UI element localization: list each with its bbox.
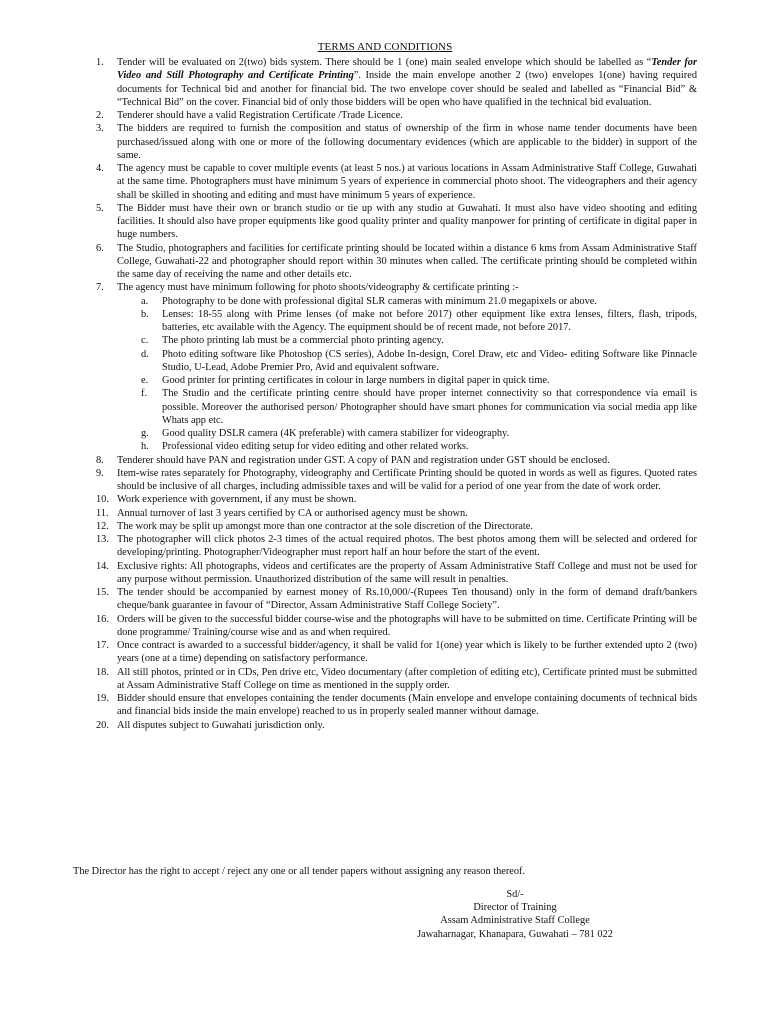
- term-item: [0, 613, 770, 640]
- requirement-subitem: [0, 374, 770, 387]
- term-item: [0, 560, 770, 587]
- term-item: [0, 109, 770, 122]
- subitem-text: Photography to be done with professional digital SLR cameras with minimum 21.0 megapixels or above.: [162, 295, 597, 307]
- term-number: 8.: [96, 454, 104, 466]
- term-text: The bidders are required to furnish the composition and status of ownership of the firm in whose name tender documents have been purchased/issued along with one or more of the following documentary evidences (which are applicable to the bidder) in support of the same.: [117, 123, 697, 161]
- requirement-subitem: [0, 440, 770, 453]
- subitem-text: The photo printing lab must be a commercial photo printing agency.: [162, 335, 444, 347]
- subitem-letter: c.: [141, 335, 149, 347]
- term-number: 10.: [96, 494, 109, 506]
- subitem-letter: e.: [141, 375, 149, 386]
- term-number: 15.: [96, 587, 109, 598]
- term-text: Bidder should ensure that envelopes containing the tender documents (Main envelope and envelope containing documents of technical bids and financial bids inside the main envelope) reached to us in properly sealed manner without damage.: [117, 693, 697, 718]
- term-number: 13.: [96, 534, 109, 545]
- term-text: The agency must be capable to cover multiple events (at least 5 nos.) at various locations in Assam Administrative Staff College, Guwahati at the same time. Photographers must have minimum 5 years of experience in commercial photo shoot. The videographers and their agency shall be skilled in shooting and editing and must have minimum 5 years of experience.: [117, 163, 697, 201]
- subitem-letter: h.: [141, 441, 149, 453]
- tender-name-emphasis: Tender for Video and Still Photography and Certificate Printing: [117, 57, 697, 82]
- term-text: All still photos, printed or in CDs, Pen drive etc, Video documentary (after completion of editing etc), Certificate printed must be submitted at Assam Administrative Staff College on time as mentioned in the supply order.: [117, 666, 697, 691]
- term-number: 20.: [96, 719, 109, 731]
- term-text: The Bidder must have their own or branch studio or tie up with any studio at Guwahati. It must also have video shooting and editing facilities. It should also have proper equipments like good quality printer and quality manpower for printing of certificate in digital paper in huge numbers.: [117, 202, 697, 241]
- subitem-text: Good quality DSLR camera (4K preferable) with camera stabilizer for videography.: [162, 428, 510, 439]
- term-text: Orders will be given to the successful bidder course-wise and the photographs will have to be submitted on time. Certificate Printing will be done programme/ Training/course wise and as and when required.: [117, 613, 697, 638]
- subitem-text: The Studio and the certificate printing centre should have proper internet connectivity so that correspondence via email is possible. Moreover the authorised person/ Photographer should have smart phones for communication via social media app like Whats app etc.: [162, 388, 697, 426]
- term-text: Exclusive rights: All photographs, videos and certificates are the property of Assam Administrative Staff College and must not be used for any purpose without permission. Unauthorized distribution of the same will result in penalties.: [117, 560, 697, 585]
- term-item: [0, 666, 770, 693]
- requirement-subitem: [0, 387, 770, 427]
- term-text: The tender should be accompanied by earnest money of Rs.10,000/-(Rupees Ten thousand) only in the form of demand draft/bankers cheque/bank guarantee in favour of “Director, Assam Administrative Staff College Society”.: [117, 587, 697, 612]
- term-text-part: ”. Inside the main envelope another 2 (two) envelopes 1(one) having required documents for Technical bid and another for financial bid. The two envelope cover should be sealed and labelled as “Financial Bid” & “Technical Bid” on the cover. Financial bid of only those bidders will be open who have qualified in the technical bid evaluation.: [117, 70, 697, 108]
- term-text: The Studio, photographers and facilities for certificate printing should be located within a distance 6 kms from Assam Administrative Staff College, Guwahati-22 and photographer should report within 30 minutes when called. The certificate printing should be completed within the same day of receiving the name and other details etc.: [117, 242, 697, 280]
- term-item: [0, 454, 770, 467]
- term-text: Tenderer should have PAN and registration under GST. A copy of PAN and registration under GST should be enclosed.: [117, 454, 610, 466]
- term-item: [0, 281, 770, 453]
- term-item: [0, 56, 770, 109]
- closing-statement: The Director has the right to accept / reject any one or all tender papers without assigning any reason thereof.: [73, 866, 526, 877]
- term-number: 14.: [96, 560, 109, 572]
- subitem-letter: a.: [141, 295, 149, 307]
- signature-designation: Director of Training: [473, 902, 557, 914]
- term-number: 2.: [96, 110, 104, 121]
- term-text: Once contract is awarded to a successful bidder/agency, it shall be valid for 1(one) year which is likely to be further extended upto 2 (two) years (one at a time) depending on satisfactory performance.: [117, 640, 697, 665]
- term-number: 17.: [96, 640, 109, 651]
- term-item: [0, 719, 770, 732]
- term-number: 9.: [96, 467, 104, 479]
- term-number: 19.: [96, 693, 109, 704]
- signature-address: Jawaharnagar, Khanapara, Guwahati – 781 022: [417, 928, 613, 940]
- term-text: The photographer will click photos 2-3 times of the actual required photos. The best photos among them will be selected and ordered for developing/printing. Photographer/Videographer must report half an hour before the start of the event.: [117, 534, 697, 559]
- term-text: Tenderer should have a valid Registration Certificate /Trade Licence.: [117, 110, 403, 121]
- page-title: TERMS AND CONDITIONS: [317, 41, 453, 53]
- term-number: 7.: [96, 282, 104, 294]
- term-number: 3.: [96, 123, 104, 135]
- term-item: [0, 242, 770, 282]
- term-text: Annual turnover of last 3 years certified by CA or authorised agency must be shown.: [117, 507, 468, 519]
- term-number: 11.: [96, 507, 109, 519]
- term-item: [0, 162, 770, 202]
- term-text: All disputes subject to Guwahati jurisdiction only.: [117, 719, 325, 731]
- requirement-sublist: [0, 295, 770, 454]
- term-text-part: Tender will be evaluated on 2(two) bids system. There should be 1 (one) main sealed envelope which should be labelled as “: [117, 57, 652, 68]
- signature-organization: Assam Administrative Staff College: [440, 915, 590, 927]
- requirement-subitem: [0, 308, 770, 335]
- term-item: [0, 467, 770, 494]
- term-text: Work experience with government, if any must be shown.: [117, 494, 357, 506]
- term-item: [0, 493, 770, 506]
- requirement-subitem: [0, 427, 770, 440]
- term-item: [0, 586, 770, 613]
- term-item: [0, 692, 770, 719]
- subitem-text: Good printer for printing certificates in colour in large numbers in digital paper in quick time.: [162, 375, 550, 386]
- requirement-subitem: [0, 295, 770, 308]
- term-item: [0, 507, 770, 520]
- term-item: [0, 533, 770, 560]
- requirement-subitem: [0, 348, 770, 375]
- terms-list: [0, 56, 770, 732]
- term-number: 1.: [96, 57, 104, 68]
- term-text: Item-wise rates separately for Photography, videography and Certificate Printing should be quoted in words as well as figures. Quoted rates should be inclusive of all charges, including admissible taxes and will be valid for a period of one year from the date of work order.: [117, 467, 697, 492]
- subitem-text: Lenses: 18-55 along with Prime lenses (of make not before 2017) other equipment like extra lenses, filters, flash, tripods, batteries, etc available with the Agency. The equipment should be of recent made, not before 2017.: [162, 308, 697, 333]
- term-item: [0, 520, 770, 533]
- term-number: 6.: [96, 242, 104, 254]
- term-number: 18.: [96, 666, 109, 678]
- subitem-text: Photo editing software like Photoshop (CS series), Adobe In-design, Corel Draw, etc and Video- editing Software like Pinnacle Studio, U-Lead, Adobe Premier Pro, Avid and equivalent software.: [162, 348, 697, 373]
- subitem-letter: d.: [141, 348, 149, 360]
- term-number: 5.: [96, 202, 104, 214]
- term-number: 16.: [96, 613, 109, 625]
- term-item: [0, 202, 770, 242]
- term-number: 4.: [96, 163, 104, 174]
- signature-block: [0, 888, 770, 941]
- term-text: The agency must have minimum following for photo shoots/videography & certificate printing :-: [117, 282, 519, 294]
- subitem-text: Professional video editing setup for video editing and other related works.: [162, 441, 469, 453]
- subitem-letter: b.: [141, 308, 149, 320]
- subitem-letter: g.: [141, 428, 149, 439]
- term-item: [0, 639, 770, 666]
- term-text: The work may be split up amongst more than one contractor at the sole discretion of the Directorate.: [117, 520, 533, 532]
- signature-sd: Sd/-: [506, 889, 524, 900]
- term-text: [117, 56, 697, 109]
- subitem-letter: f.: [141, 388, 148, 400]
- term-item: [0, 122, 770, 162]
- term-number: 12.: [96, 520, 109, 532]
- requirement-subitem: [0, 334, 770, 347]
